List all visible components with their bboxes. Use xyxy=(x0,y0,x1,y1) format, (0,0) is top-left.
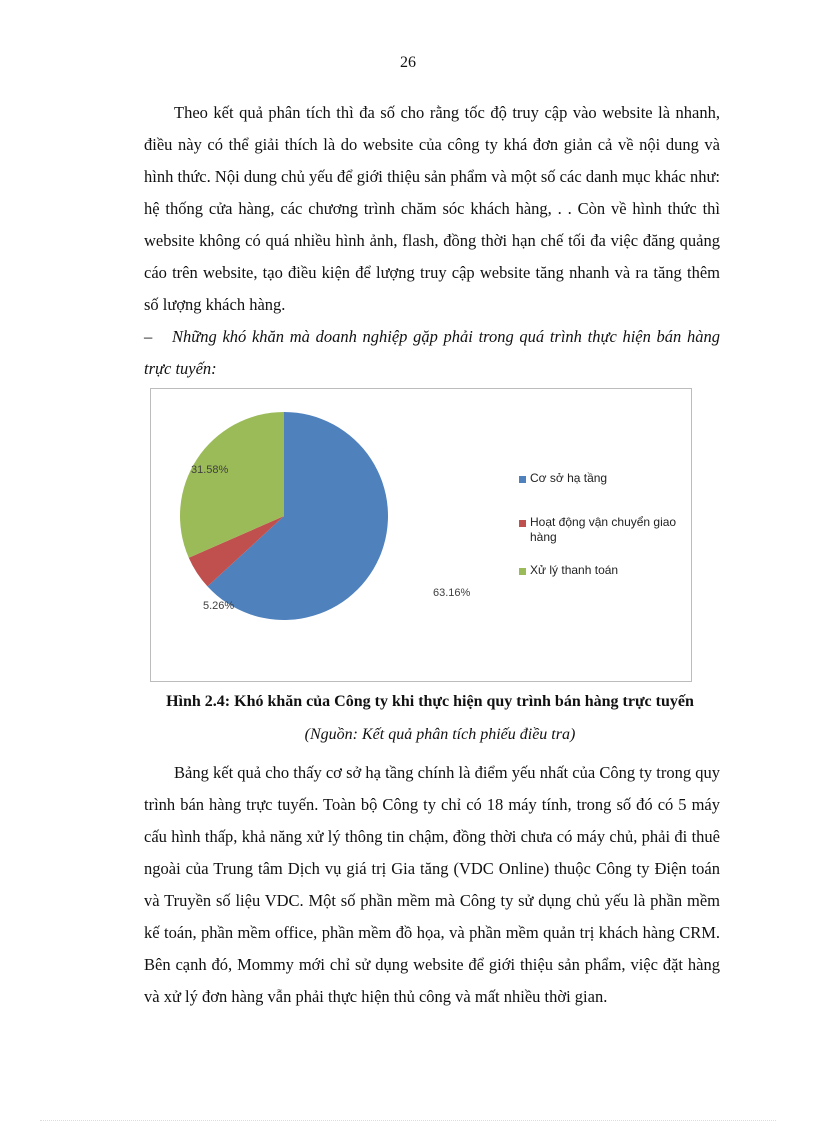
legend-label-0: Cơ sở hạ tầng xyxy=(530,471,608,485)
legend-item-1 xyxy=(519,515,680,545)
bullet-item xyxy=(144,321,720,385)
pie-data-label-0: 63.16% xyxy=(433,587,471,599)
page-number: 26 xyxy=(400,54,416,71)
paragraph-analysis: Bảng kết quả cho thấy cơ sở hạ tầng chính là điểm yếu nhất của Công ty trong quy trình bán hàng trực tuyến. Toàn bộ Công ty chỉ có 18 máy tính, trong số đó có 5 máy cấu hình thấp, khả năng xử lý thông tin chậm, đồng thời chưa có máy chủ, phải đi thuê ngoài của Trung tâm Dịch vụ giá trị Gia tăng (VDC Online) thuộc Công ty Điện toán và Truyền số liệu VDC. Một số phần mềm mà Công ty sử dụng chủ yếu là phần mềm kế toán, phần mềm office, phần mềm đồ họa, và phần mềm quản trị khách hàng CRM. Bên cạnh đó, Mommy mới chỉ sử dụng website để giới thiệu sản phẩm, việc đặt hàng và xử lý đơn hàng vẫn phải thực hiện thủ công và mất nhiều thời gian. xyxy=(144,763,720,1006)
bullet-dash: – xyxy=(144,327,153,346)
legend-item-0 xyxy=(519,471,680,486)
paragraph-intro: Theo kết quả phân tích thì đa số cho rằng tốc độ truy cập vào website là nhanh, điều này có thể giải thích là do website của công ty khá đơn giản cả về nội dung và hình thức. Nội dung chủ yếu để giới thiệu sản phẩm và một số các danh mục khác như: hệ thống cửa hàng, các chương trình chăm sóc khách hàng, . . Còn về hình thức thì website không có quá nhiều hình ảnh, flash, đồng thời hạn chế tối đa việc đăng quảng cáo trên website, tạo điều kiện để lượng truy cập website tăng nhanh và ra tăng thêm số lượng khách hàng. xyxy=(144,103,720,314)
figure-source: (Nguồn: Kết quả phân tích phiếu điều tra) xyxy=(304,726,576,743)
legend-swatch-2 xyxy=(519,568,526,575)
pie-chart xyxy=(150,388,692,682)
legend-swatch-0 xyxy=(519,476,526,483)
legend-label-2: Xử lý thanh toán xyxy=(530,563,619,577)
legend-swatch-1 xyxy=(519,520,526,527)
bullet-text: Những khó khăn mà doanh nghiệp gặp phải trong quá trình thực hiện bán hàng trực tuyến: xyxy=(144,327,720,378)
pie-data-label-1: 5.26% xyxy=(203,600,235,612)
pie-data-label-2: 31.58% xyxy=(191,464,229,476)
legend-item-2 xyxy=(519,563,680,578)
legend-label-1: Hoạt động vận chuyển giao hàng xyxy=(530,515,677,544)
figure-caption: Hình 2.4: Khó khăn của Công ty khi thực hiện quy trình bán hàng trực tuyến xyxy=(166,693,694,710)
page-bottom-rule xyxy=(40,1120,776,1121)
